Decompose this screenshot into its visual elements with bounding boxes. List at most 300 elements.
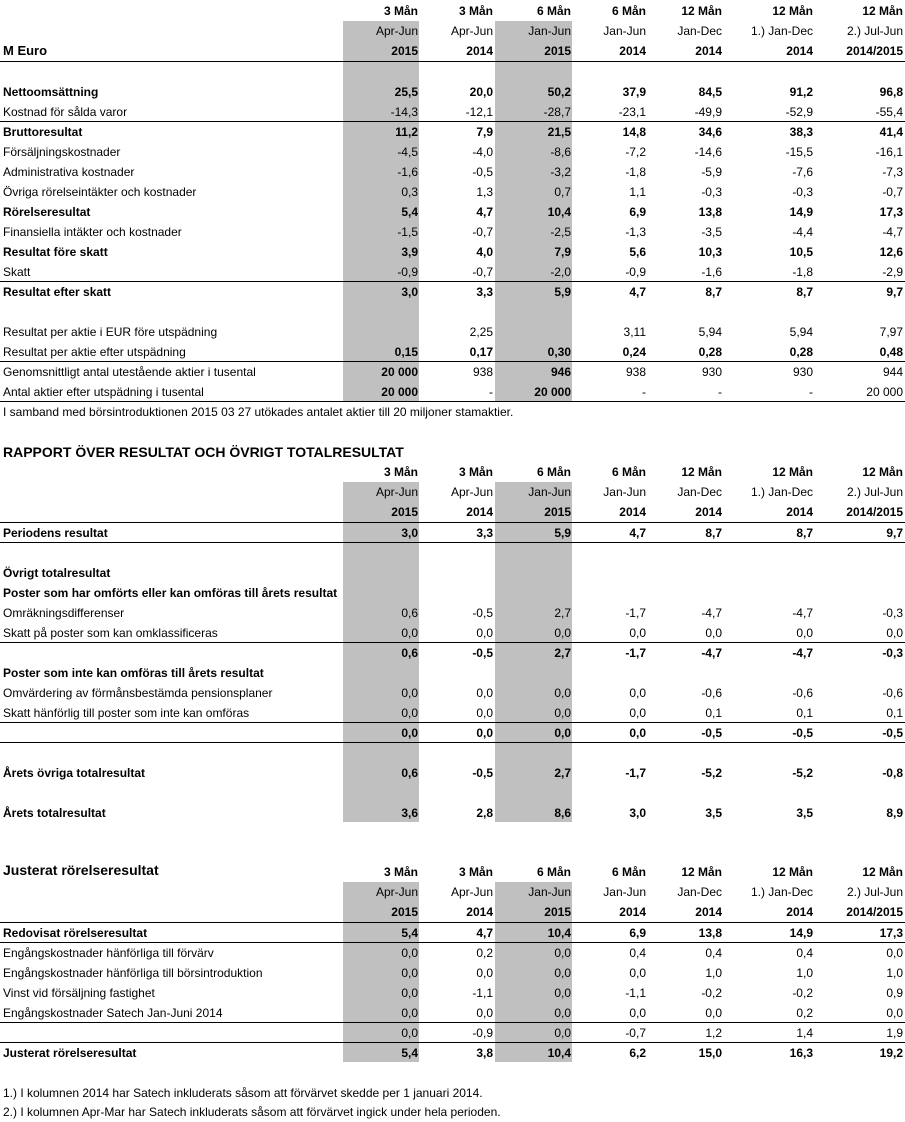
row-label: Övrigt totalresultat: [3, 566, 111, 580]
row-value: [419, 583, 493, 603]
row-value: 5,4: [401, 205, 418, 219]
row-value: [739, 583, 813, 603]
table-row: [0, 943, 905, 963]
row-value: 4,7: [476, 205, 493, 219]
row-value: -0,7: [472, 225, 493, 239]
row-value: -0,7: [625, 1026, 646, 1040]
row-value: 5,94: [698, 325, 722, 339]
row-value: 0,0: [401, 986, 418, 1000]
row-divider: [0, 1042, 905, 1043]
row-value: 3,3: [476, 285, 493, 299]
row-label: Omvärdering av förmånsbestämda pensionsplaner: [3, 686, 273, 700]
share-note: I samband med börsintroduktionen 2015 03 27 utökades antalet aktier till 20 miljoner stamaktier.: [3, 405, 514, 419]
column-header: Jan-Jun: [603, 24, 646, 38]
row-label: Årets övriga totalresultat: [3, 766, 146, 780]
row-value: -: [809, 385, 813, 399]
column-header: 2014: [695, 44, 722, 58]
column-header: 2015: [391, 905, 418, 919]
table-row: [0, 182, 905, 202]
row-value: [739, 743, 813, 763]
table-row: [0, 122, 905, 142]
column-header: 6 Mån: [611, 865, 646, 879]
row-value: 0,0: [476, 686, 493, 700]
column-header: 12 Mån: [681, 865, 722, 879]
row-value: 0,2: [796, 1006, 813, 1020]
column-header: Jan-Jun: [528, 885, 571, 899]
column-header: 12 Mån: [772, 865, 813, 879]
table-row: [0, 643, 905, 663]
header-row-3: [0, 902, 905, 922]
row-value: -0,5: [472, 766, 493, 780]
row-value: [344, 743, 418, 763]
row-value: [344, 302, 418, 322]
row-label: Poster som har omförts eller kan omföras till årets resultat: [3, 586, 338, 600]
row-value: [829, 783, 903, 803]
table-row: [0, 543, 905, 563]
column-header: 6 Mån: [536, 4, 571, 18]
row-value: 6,2: [629, 1046, 646, 1060]
row-value: 14,9: [789, 205, 813, 219]
row-value: -1,3: [625, 225, 646, 239]
row-value: 930: [701, 365, 722, 379]
table-row: [0, 923, 905, 943]
table-row: [0, 222, 905, 242]
row-value: 0,7: [554, 185, 571, 199]
row-value: 3,0: [401, 526, 418, 540]
column-header: 2.) Jul-Jun: [846, 485, 903, 499]
column-header: 6 Mån: [611, 4, 646, 18]
row-value: [419, 783, 493, 803]
footnote: 1.) I kolumnen 2014 har Satech inkluderats såsom att förvärvet skedde per 1 januari 2014.: [3, 1086, 483, 1100]
column-header: Jan-Dec: [677, 485, 722, 499]
row-value: [739, 302, 813, 322]
table-row: [0, 723, 905, 743]
table-row: [0, 162, 905, 182]
row-value: 8,7: [705, 526, 722, 540]
row-value: -0,3: [882, 646, 903, 660]
row-value: 41,4: [879, 125, 903, 139]
row-value: 0,0: [629, 706, 646, 720]
row-value: [497, 783, 571, 803]
column-header: 6 Mån: [536, 865, 571, 879]
row-value: -0,5: [701, 726, 722, 740]
column-header: 2015: [544, 44, 571, 58]
row-value: -0,6: [701, 686, 722, 700]
unit-label: M Euro: [3, 43, 48, 58]
table-row: [0, 1023, 905, 1043]
row-value: 0,0: [476, 726, 493, 740]
row-label: Administrativa kostnader: [3, 165, 135, 179]
row-value: 20 000: [534, 385, 571, 399]
row-value: 37,9: [622, 85, 646, 99]
row-divider: [0, 1022, 905, 1023]
row-value: 0,0: [629, 1006, 646, 1020]
table-row: [0, 102, 905, 122]
row-label: Nettoomsättning: [3, 85, 99, 99]
column-header: 3 Mån: [458, 865, 493, 879]
column-header: Apr-Jun: [450, 885, 493, 899]
row-value: 0,0: [629, 686, 646, 700]
row-label: Poster som inte kan omföras till årets resultat: [3, 666, 264, 680]
row-divider: [0, 942, 905, 943]
column-header: 6 Mån: [611, 465, 646, 479]
row-value: 0,0: [554, 946, 571, 960]
row-value: [648, 302, 722, 322]
table-row: [0, 963, 905, 983]
header-row-2: [0, 882, 905, 902]
row-value: [497, 743, 571, 763]
column-header: 2014: [466, 44, 493, 58]
column-header: 3 Mån: [383, 4, 418, 18]
row-value: 2,25: [469, 325, 493, 339]
row-value: -5,2: [701, 766, 722, 780]
row-value: -8,6: [550, 145, 571, 159]
row-value: -: [489, 385, 493, 399]
row-value: 1,2: [705, 1026, 722, 1040]
row-value: -0,3: [701, 185, 722, 199]
row-value: 0,0: [476, 706, 493, 720]
row-value: -0,7: [472, 265, 493, 279]
column-header: 2014/2015: [846, 905, 903, 919]
header-row-1: [0, 462, 905, 482]
row-value: 4,7: [476, 926, 493, 940]
row-label: Försäljningskostnader: [3, 145, 121, 159]
row-value: 0,0: [476, 1006, 493, 1020]
column-header: 3 Mån: [458, 4, 493, 18]
row-value: 0,0: [554, 626, 571, 640]
row-label: Finansiella intäkter och kostnader: [3, 225, 182, 239]
row-divider: [0, 642, 905, 643]
table-row: [0, 202, 905, 222]
row-value: [739, 783, 813, 803]
row-value: 6,9: [629, 205, 646, 219]
table-row: [0, 743, 905, 763]
row-value: -3,2: [550, 165, 571, 179]
row-value: 0,0: [554, 1026, 571, 1040]
row-value: 0,0: [401, 626, 418, 640]
row-value: 0,3: [401, 185, 418, 199]
row-value: -4,7: [701, 646, 722, 660]
row-value: 50,2: [547, 85, 571, 99]
row-value: [829, 583, 903, 603]
row-value: [572, 783, 646, 803]
row-value: [344, 543, 418, 563]
table-row: [0, 342, 905, 362]
row-value: 6,9: [629, 926, 646, 940]
column-header: Apr-Jun: [375, 885, 418, 899]
row-value: [497, 663, 571, 683]
row-value: 0,0: [401, 706, 418, 720]
row-value: -0,6: [882, 686, 903, 700]
row-value: [648, 543, 722, 563]
row-label: Resultat efter skatt: [3, 285, 112, 299]
column-header: 12 Mån: [772, 4, 813, 18]
row-value: 11,2: [395, 125, 418, 139]
row-value: -0,5: [472, 165, 493, 179]
row-value: 3,11: [623, 325, 646, 339]
table-row: [0, 382, 905, 402]
row-value: 0,1: [886, 706, 903, 720]
header-row-2: [0, 21, 905, 41]
row-label: Redovisat rörelseresultat: [3, 926, 148, 940]
header-divider: [0, 61, 905, 62]
row-value: [739, 563, 813, 583]
table-row: [0, 302, 905, 322]
row-value: -7,6: [792, 165, 813, 179]
column-header: 2014: [786, 505, 813, 519]
column-header: Jan-Dec: [677, 24, 722, 38]
column-header: 12 Mån: [862, 4, 903, 18]
row-value: 3,8: [476, 1046, 493, 1060]
row-value: 0,2: [476, 946, 493, 960]
table-row: [0, 683, 905, 703]
row-value: 0,15: [394, 345, 418, 359]
row-value: [572, 302, 646, 322]
row-value: 34,6: [698, 125, 722, 139]
row-value: -3,5: [701, 225, 722, 239]
row-value: 1,0: [886, 966, 903, 980]
row-value: [344, 322, 418, 342]
row-value: 14,9: [789, 926, 813, 940]
table-row: [0, 282, 905, 302]
row-value: 0,4: [629, 946, 646, 960]
table-row: [0, 983, 905, 1003]
column-header: 2.) Jul-Jun: [846, 885, 903, 899]
table-row: [0, 1043, 905, 1063]
header-row-1: [0, 862, 905, 882]
row-value: [572, 563, 646, 583]
row-divider: [0, 542, 905, 543]
row-value: 38,3: [789, 125, 813, 139]
column-header: 2014: [619, 505, 646, 519]
row-value: -5,9: [701, 165, 722, 179]
row-value: [829, 563, 903, 583]
row-value: -4,0: [472, 145, 493, 159]
row-label: Engångskostnader Satech Jan-Juni 2014: [3, 1006, 223, 1020]
row-value: 0,9: [886, 986, 903, 1000]
column-header: 2014: [466, 905, 493, 919]
row-value: 12,6: [879, 245, 903, 259]
row-value: 0,48: [879, 345, 903, 359]
row-value: 1,3: [476, 185, 493, 199]
row-label: Resultat före skatt: [3, 245, 108, 259]
row-value: 25,5: [394, 85, 418, 99]
row-value: 1,0: [705, 966, 722, 980]
table-row: [0, 803, 905, 823]
row-value: 8,6: [554, 806, 571, 820]
row-value: 17,3: [879, 205, 903, 219]
row-value: 0,0: [629, 966, 646, 980]
row-value: -1,1: [625, 986, 646, 1000]
row-value: 0,0: [554, 966, 571, 980]
row-value: 4,7: [629, 526, 646, 540]
row-value: -1,6: [397, 165, 418, 179]
row-divider: [0, 121, 905, 122]
header-row-2: [0, 482, 905, 502]
row-value: 930: [792, 365, 813, 379]
row-value: -0,3: [882, 606, 903, 620]
row-value: 0,0: [554, 726, 571, 740]
row-value: 5,9: [554, 285, 571, 299]
row-value: 0,0: [796, 626, 813, 640]
row-value: [572, 543, 646, 563]
row-value: 5,9: [554, 526, 571, 540]
row-value: 0,0: [401, 686, 418, 700]
row-value: 5,4: [401, 926, 418, 940]
row-value: 0,4: [796, 946, 813, 960]
row-value: -15,5: [785, 145, 813, 159]
row-label: Justerat rörelseresultat: [3, 1046, 137, 1060]
row-value: 0,0: [401, 966, 418, 980]
column-header: 1.) Jan-Dec: [750, 885, 813, 899]
row-value: 15,0: [698, 1046, 722, 1060]
row-value: [648, 663, 722, 683]
column-header: 2014: [619, 44, 646, 58]
row-value: [344, 663, 418, 683]
row-value: -2,5: [550, 225, 571, 239]
row-value: -0,6: [792, 686, 813, 700]
row-label: Antal aktier efter utspädning i tusental: [3, 385, 204, 399]
column-header: 12 Mån: [681, 465, 722, 479]
row-value: 0,17: [469, 345, 493, 359]
row-value: -7,2: [625, 145, 646, 159]
row-value: -4,5: [397, 145, 418, 159]
row-value: 20,0: [469, 85, 493, 99]
row-label: Skatt: [3, 265, 31, 279]
row-value: 5,6: [629, 245, 646, 259]
row-value: 5,94: [789, 325, 813, 339]
row-value: 1,1: [629, 185, 646, 199]
row-value: -4,7: [792, 646, 813, 660]
row-value: 10,4: [547, 926, 571, 940]
row-value: 96,8: [879, 85, 903, 99]
row-value: [648, 743, 722, 763]
column-header: Jan-Jun: [603, 485, 646, 499]
row-value: -1,1: [472, 986, 493, 1000]
row-value: 0,0: [886, 1006, 903, 1020]
row-value: 0,0: [705, 626, 722, 640]
column-header: 3 Mån: [383, 865, 418, 879]
column-header: 2015: [391, 505, 418, 519]
row-value: 0,6: [401, 766, 418, 780]
row-value: -0,5: [472, 606, 493, 620]
row-value: 20 000: [381, 365, 418, 379]
row-value: 2,7: [554, 766, 571, 780]
row-value: 938: [625, 365, 646, 379]
row-value: [829, 743, 903, 763]
column-header: 12 Mån: [772, 465, 813, 479]
row-value: 3,9: [401, 245, 418, 259]
column-header: 2015: [544, 505, 571, 519]
row-value: 13,8: [698, 926, 722, 940]
table-row: [0, 663, 905, 683]
row-value: 0,0: [401, 946, 418, 960]
column-header: 12 Mån: [681, 4, 722, 18]
row-value: [648, 583, 722, 603]
row-value: -: [642, 385, 646, 399]
row-value: 0,0: [554, 706, 571, 720]
column-header: 2014: [466, 505, 493, 519]
row-value: [648, 783, 722, 803]
row-value: 0,1: [796, 706, 813, 720]
row-value: [497, 583, 571, 603]
table-row: [0, 1003, 905, 1023]
column-header: Jan-Jun: [528, 485, 571, 499]
column-header: 1.) Jan-Dec: [750, 24, 813, 38]
row-value: 0,30: [547, 345, 571, 359]
row-value: 10,4: [547, 1046, 571, 1060]
row-value: [739, 663, 813, 683]
row-value: 0,0: [401, 1026, 418, 1040]
row-value: -49,9: [694, 105, 722, 119]
row-value: 0,1: [705, 706, 722, 720]
row-value: 7,97: [879, 325, 903, 339]
row-value: -4,7: [882, 225, 903, 239]
row-label: Periodens resultat: [3, 526, 108, 540]
column-header: 2014: [786, 905, 813, 919]
row-value: -14,6: [694, 145, 722, 159]
row-value: -23,1: [618, 105, 646, 119]
row-value: 4,0: [476, 245, 493, 259]
row-value: 8,7: [796, 526, 813, 540]
row-label: Genomsnittligt antal utestående aktier i tusental: [3, 365, 256, 379]
row-value: 8,7: [705, 285, 722, 299]
row-value: [419, 663, 493, 683]
row-value: -0,9: [625, 265, 646, 279]
row-value: 91,2: [789, 85, 813, 99]
column-header: 2014/2015: [846, 44, 903, 58]
row-label: Vinst vid försäljning fastighet: [3, 986, 155, 1000]
row-divider: [0, 281, 905, 282]
row-value: 3,0: [629, 806, 646, 820]
row-value: -0,5: [792, 726, 813, 740]
row-value: -1,7: [625, 606, 646, 620]
row-value: 10,5: [789, 245, 813, 259]
row-value: [572, 583, 646, 603]
row-value: [572, 743, 646, 763]
row-value: 9,7: [886, 526, 903, 540]
column-header: 2014: [619, 905, 646, 919]
table-row: [0, 242, 905, 262]
row-value: 944: [882, 365, 903, 379]
row-value: -52,9: [785, 105, 813, 119]
row-label: Rörelseresultat: [3, 205, 91, 219]
row-value: 2,7: [554, 606, 571, 620]
row-value: -16,1: [875, 145, 903, 159]
row-value: 3,5: [705, 806, 722, 820]
row-value: -1,5: [397, 225, 418, 239]
row-value: -4,4: [792, 225, 813, 239]
row-value: [829, 663, 903, 683]
row-value: -1,8: [792, 265, 813, 279]
row-value: 17,3: [879, 926, 903, 940]
column-header: 2014: [786, 44, 813, 58]
column-header: 2014: [695, 505, 722, 519]
row-value: -4,7: [792, 606, 813, 620]
column-header: 6 Mån: [536, 465, 571, 479]
row-divider: [0, 742, 905, 743]
row-value: 0,0: [705, 1006, 722, 1020]
row-value: 0,0: [886, 946, 903, 960]
row-label: Engångskostnader hänförliga till börsintroduktion: [3, 966, 263, 980]
row-value: -14,3: [390, 105, 418, 119]
section-title: Justerat rörelseresultat: [3, 862, 159, 878]
column-header: Jan-Jun: [528, 24, 571, 38]
column-header: Apr-Jun: [450, 24, 493, 38]
row-label: Övriga rörelseintäkter och kostnader: [3, 185, 197, 199]
row-value: 8,9: [886, 806, 903, 820]
row-value: -0,8: [882, 766, 903, 780]
